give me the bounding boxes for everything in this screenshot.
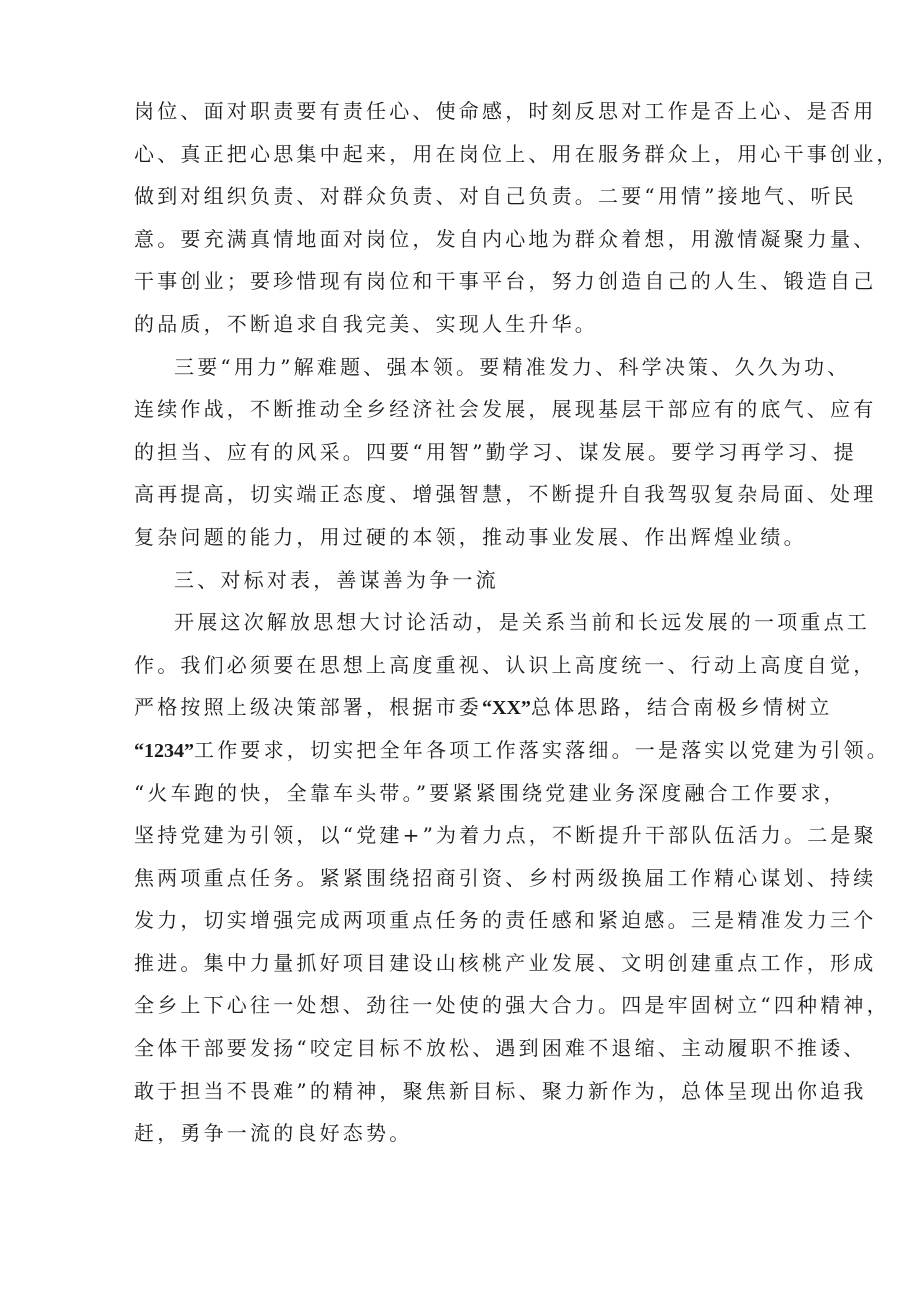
text-line (134, 686, 833, 729)
paragraph-1 (134, 90, 900, 346)
text-line: 岗位、面对职责要有责任心、使命感，时刻反思对工作是否上心、是否用 (134, 99, 877, 123)
text-line: 三要“用力”解难题、强本领。要精准发力、科学决策、久久为功、 (174, 354, 851, 379)
paragraph-3 (134, 601, 890, 1155)
text-line: 意。要充满真情地面对岗位，发自内心地为群众着想，用激情凝聚力量、 (134, 226, 877, 251)
text-segment: 严格按照上级决策部署，根据市委 (134, 695, 482, 720)
text-line: 的担当、应有的风采。四要“用智”勤学习、谋发展。要学习再学习、提 (134, 439, 857, 464)
text-line: 连续作战，不断推动全乡经济社会发展，展现基层干部应有的底气、应有 (134, 397, 877, 422)
text-line: 开展这次解放思想大讨论活动，是关系当前和长远发展的一项重点工 (174, 610, 870, 635)
text-line: 坚持党建为引领，以“党建+”为着力点，不断提升干部队伍活力。二是聚 (134, 823, 877, 848)
text-line: 复杂问题的能力，用过硬的本领，推动事业发展、作出辉煌业绩。 (134, 524, 807, 549)
text-line: 敢于担当不畏难”的精神，聚焦新目标、聚力新作为，总体呈现出你追我 (134, 1078, 867, 1103)
text-segment: 总体思路，结合南极乡情树立 (530, 695, 833, 720)
section-heading-3 (134, 559, 794, 602)
text-line: 做到对组织负责、对群众负责、对自己负责。二要“用情”接地气、听民 (134, 184, 857, 209)
text-line: 全乡上下心往一处想、劲往一处使的强大合力。四是牢固树立“四种精神， (134, 993, 890, 1018)
text-line: 干事创业；要珍惜现有岗位和干事平台，努力创造自己的人生、锻造自己 (134, 269, 877, 294)
text-segment: 工作要求，切实把全年各项工作落实落细。一是落实以党建为引领。 (194, 737, 890, 762)
text-line: 焦两项重点任务。紧紧围绕招商引资、乡村两级换届工作精心谋划、持续 (134, 865, 877, 890)
text-line: 赶，勇争一流的良好态势。 (134, 1121, 413, 1146)
text-line: 心、真正把心思集中起来，用在岗位上、用在服务群众上，用心干事创业， (134, 141, 900, 166)
bold-quote-xx: “XX” (482, 697, 531, 720)
text-line: 作。我们必须要在思想上高度重视、认识上高度统一、行动上高度自觉， (134, 652, 877, 677)
document-body (134, 90, 900, 1155)
text-line: 推进。集中力量抓好项目建设山核桃产业发展、文明创建重点工作，形成 (134, 950, 877, 975)
text-line: 全体干部要发扬“咬定目标不放松、遇到困难不退缩、主动履职不推诿、 (134, 1036, 867, 1061)
text-line: 的品质，不断追求自我完美、实现人生升华。 (134, 311, 598, 336)
paragraph-2 (134, 346, 877, 559)
text-line (134, 729, 890, 772)
text-line: “火车跑的快，全靠车头带。”要紧紧围绕党建业务深度融合工作要求， (134, 780, 847, 805)
section-heading: 三、对标对表，善谋善为争一流 (174, 567, 499, 592)
bold-quote-1234: “1234” (134, 739, 194, 762)
text-line: 高再提高，切实端正态度、增强智慧，不断提升自我驾驭复杂局面、处理 (134, 482, 877, 507)
text-line: 发力，切实增强完成两项重点任务的责任感和紧迫感。三是精准发力三个 (134, 908, 877, 933)
